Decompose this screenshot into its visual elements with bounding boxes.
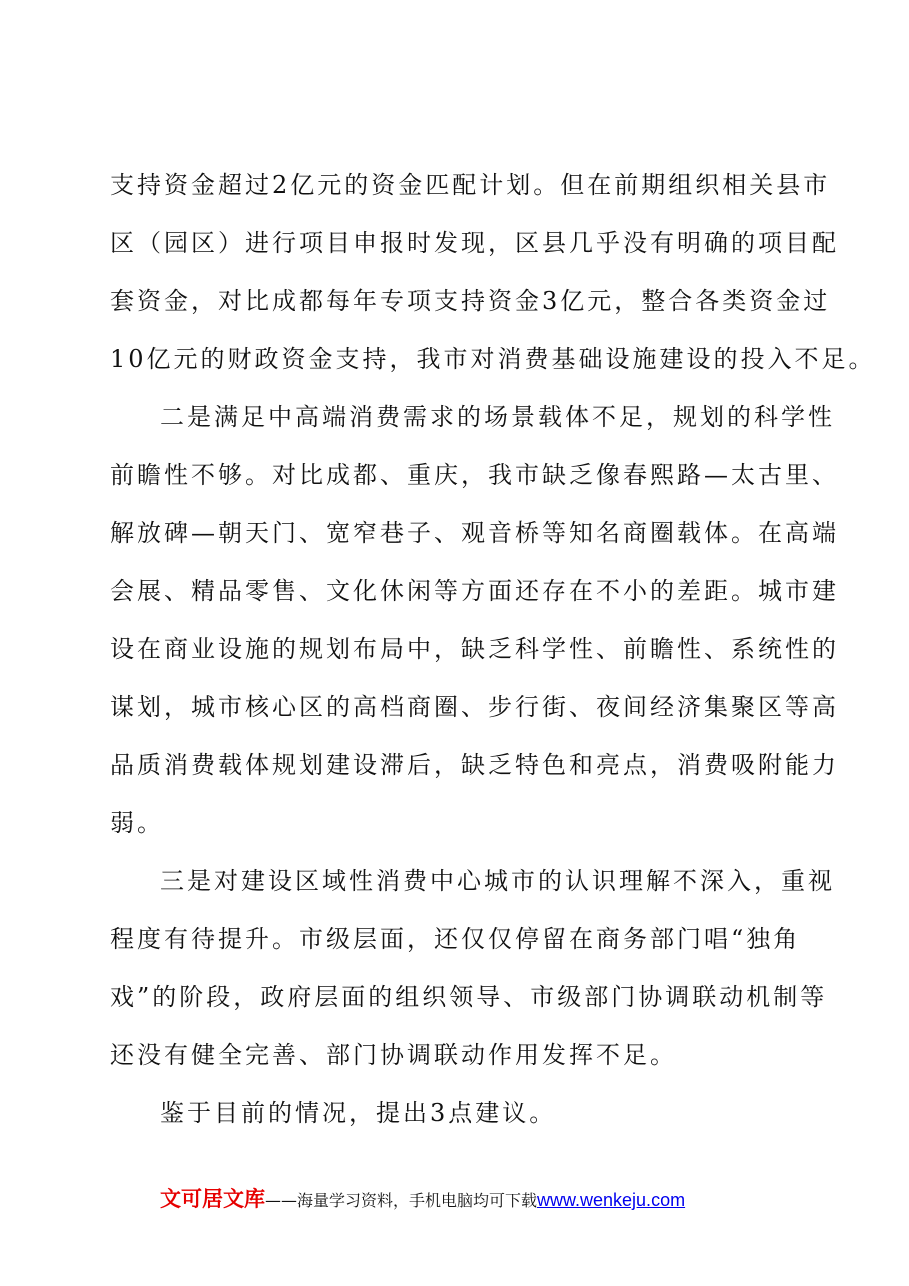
paragraph-line-15: 戏”的阶段，政府层面的组织领导、市级部门协调联动机制等 xyxy=(110,983,828,1011)
paragraph-line-2: 区（园区）进行项目申报时发现，区县几乎没有明确的项目配 xyxy=(110,229,839,257)
paragraph-line-16: 还没有健全完善、部门协调联动作用发挥不足。 xyxy=(110,1041,677,1069)
footer-banner xyxy=(160,1183,685,1211)
paragraph-line-1: 支持资金超过2亿元的资金匹配计划。但在前期组织相关县市 xyxy=(110,171,831,199)
paragraph-line-7: 解放碑—朝天门、宽窄巷子、观音桥等知名商圈载体。在高端 xyxy=(110,519,839,547)
paragraph-line-12: 弱。 xyxy=(110,809,164,837)
paragraph-line-14: 程度有待提升。市级层面，还仅仅停留在商务部门唱“独角 xyxy=(110,925,801,953)
footer-url-link[interactable]: www.wenkeju.com xyxy=(537,1190,686,1210)
footer-tagline: ——海量学习资料，手机电脑均可下载 xyxy=(265,1191,538,1210)
paragraph-line-13: 三是对建设区域性消费中心城市的认识理解不深入，重视 xyxy=(160,867,835,895)
paragraph-line-10: 谋划，城市核心区的高档商圈、步行街、夜间经济集聚区等高 xyxy=(110,693,839,721)
paragraph-line-5: 二是满足中高端消费需求的场景载体不足，规划的科学性 xyxy=(160,403,835,431)
paragraph-line-17: 鉴于目前的情况，提出3点建议。 xyxy=(160,1099,557,1127)
paragraph-line-4: 10亿元的财政资金支持，我市对消费基础设施建设的投入不足。 xyxy=(110,345,876,373)
paragraph-line-9: 设在商业设施的规划布局中，缺乏科学性、前瞻性、系统性的 xyxy=(110,635,839,663)
paragraph-line-6: 前瞻性不够。对比成都、重庆，我市缺乏像春熙路—太古里、 xyxy=(110,461,839,489)
paragraph-line-3: 套资金，对比成都每年专项支持资金3亿元，整合各类资金过 xyxy=(110,287,831,315)
paragraph-line-8: 会展、精品零售、文化休闲等方面还存在不小的差距。城市建 xyxy=(110,577,839,605)
paragraph-line-11: 品质消费载体规划建设滞后，缺乏特色和亮点，消费吸附能力 xyxy=(110,751,839,779)
footer-brand: 文可居文库 xyxy=(160,1187,265,1211)
